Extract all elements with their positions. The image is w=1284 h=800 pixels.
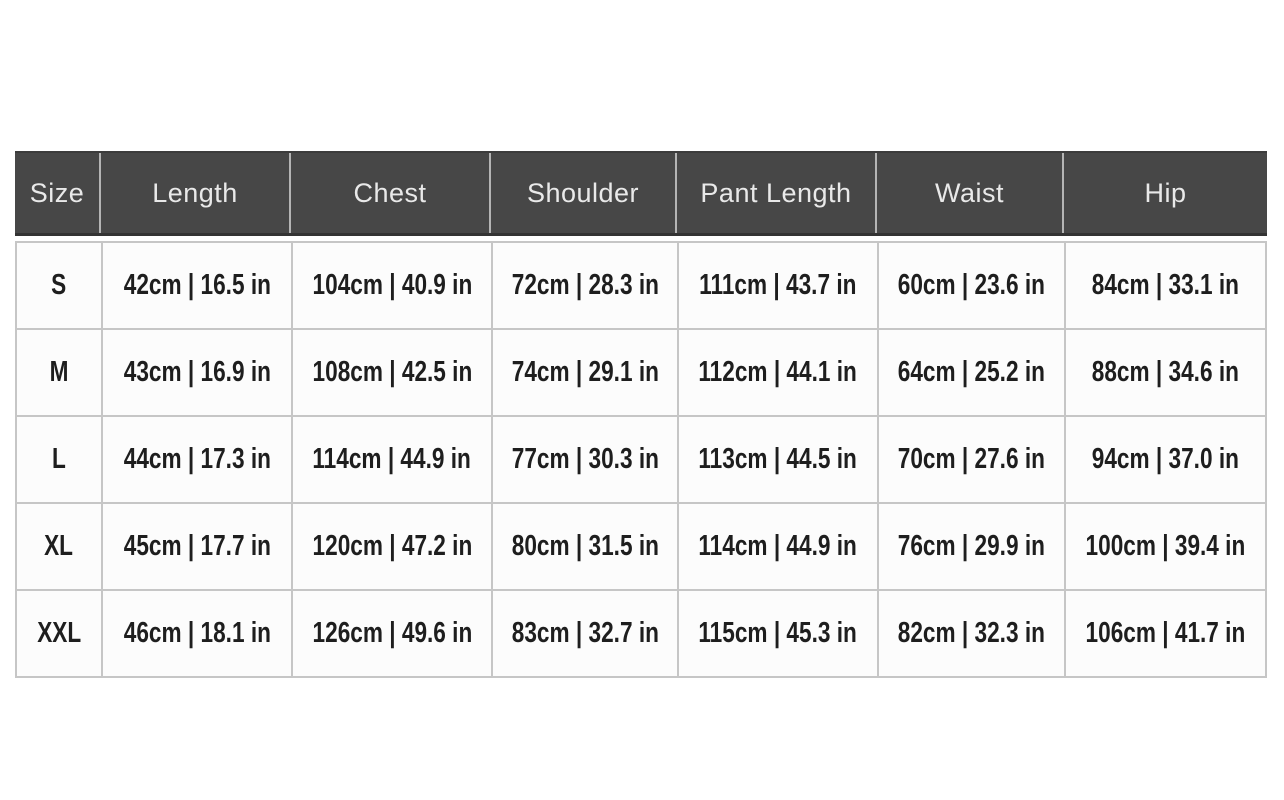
measurement-value: 76cm | 29.9 in <box>897 530 1046 562</box>
column-header-label: Size <box>29 177 85 208</box>
measurement-cell <box>679 504 879 591</box>
measurement-value: 46cm | 18.1 in <box>123 617 271 649</box>
size-label: XXL <box>37 617 81 649</box>
measurement-value: 112cm | 44.1 in <box>698 356 858 388</box>
measurement-cell <box>679 243 879 330</box>
measurement-cell <box>1066 330 1267 417</box>
measurement-cell <box>293 591 493 678</box>
measurement-cell <box>103 417 293 504</box>
measurement-cell <box>879 243 1066 330</box>
measurement-value: 100cm | 39.4 in <box>1085 530 1246 562</box>
size-chart-table <box>15 151 1267 678</box>
measurement-cell <box>103 504 293 591</box>
measurement-cell <box>1066 243 1267 330</box>
column-header-label: Hip <box>1144 177 1187 208</box>
measurement-value: 104cm | 40.9 in <box>312 269 472 301</box>
column-header <box>877 153 1064 233</box>
measurement-cell <box>493 330 679 417</box>
measurement-value: 106cm | 41.7 in <box>1085 617 1246 649</box>
column-header <box>101 153 291 233</box>
measurement-cell <box>493 504 679 591</box>
measurement-cell <box>879 591 1066 678</box>
measurement-value: 43cm | 16.9 in <box>123 356 271 388</box>
size-cell <box>17 330 103 417</box>
measurement-cell <box>679 591 879 678</box>
column-header <box>491 153 677 233</box>
size-cell <box>17 591 103 678</box>
measurement-value: 115cm | 45.3 in <box>698 617 858 649</box>
measurement-cell <box>293 243 493 330</box>
measurement-value: 64cm | 25.2 in <box>897 356 1046 388</box>
measurement-value: 82cm | 32.3 in <box>897 617 1046 649</box>
measurement-value: 70cm | 27.6 in <box>897 443 1046 475</box>
measurement-value: 45cm | 17.7 in <box>123 530 271 562</box>
measurement-value: 60cm | 23.6 in <box>897 269 1046 301</box>
size-cell <box>17 243 103 330</box>
measurement-value: 94cm | 37.0 in <box>1091 443 1240 475</box>
column-header-label: Length <box>152 177 238 208</box>
measurement-cell <box>679 417 879 504</box>
measurement-value: 111cm | 43.7 in <box>699 269 857 301</box>
column-header-label: Shoulder <box>526 177 640 208</box>
measurement-cell <box>103 330 293 417</box>
measurement-cell <box>1066 417 1267 504</box>
column-header-label: Pant Length <box>700 177 852 208</box>
measurement-cell <box>493 417 679 504</box>
measurement-cell <box>293 417 493 504</box>
column-header <box>677 153 877 233</box>
measurement-value: 44cm | 17.3 in <box>123 443 271 475</box>
size-label: M <box>49 356 69 388</box>
column-header-label: Waist <box>935 177 1004 208</box>
size-label: XL <box>44 530 74 562</box>
measurement-value: 84cm | 33.1 in <box>1091 269 1240 301</box>
table-header-row <box>15 151 1267 236</box>
measurement-value: 80cm | 31.5 in <box>511 530 659 562</box>
measurement-value: 83cm | 32.7 in <box>511 617 659 649</box>
measurement-cell <box>493 243 679 330</box>
measurement-cell <box>679 330 879 417</box>
size-cell <box>17 417 103 504</box>
measurement-cell <box>103 243 293 330</box>
measurement-value: 42cm | 16.5 in <box>123 269 271 301</box>
measurement-value: 108cm | 42.5 in <box>312 356 472 388</box>
measurement-cell <box>293 330 493 417</box>
measurement-cell <box>1066 504 1267 591</box>
measurement-cell <box>293 504 493 591</box>
column-header <box>1064 153 1267 233</box>
measurement-value: 114cm | 44.9 in <box>698 530 858 562</box>
measurement-value: 77cm | 30.3 in <box>511 443 659 475</box>
column-header-label: Chest <box>353 177 427 208</box>
measurement-cell <box>103 591 293 678</box>
size-label: S <box>51 269 67 301</box>
measurement-cell <box>493 591 679 678</box>
measurement-value: 126cm | 49.6 in <box>312 617 472 649</box>
measurement-value: 113cm | 44.5 in <box>698 443 858 475</box>
size-label: L <box>52 443 66 475</box>
measurement-value: 72cm | 28.3 in <box>511 269 659 301</box>
measurement-value: 88cm | 34.6 in <box>1091 356 1240 388</box>
column-header <box>291 153 491 233</box>
measurement-value: 120cm | 47.2 in <box>312 530 472 562</box>
measurement-value: 74cm | 29.1 in <box>511 356 659 388</box>
measurement-cell <box>879 417 1066 504</box>
measurement-cell <box>879 330 1066 417</box>
column-header <box>15 153 101 233</box>
table-body <box>15 241 1267 678</box>
size-cell <box>17 504 103 591</box>
measurement-value: 114cm | 44.9 in <box>312 443 472 475</box>
measurement-cell <box>1066 591 1267 678</box>
measurement-cell <box>879 504 1066 591</box>
